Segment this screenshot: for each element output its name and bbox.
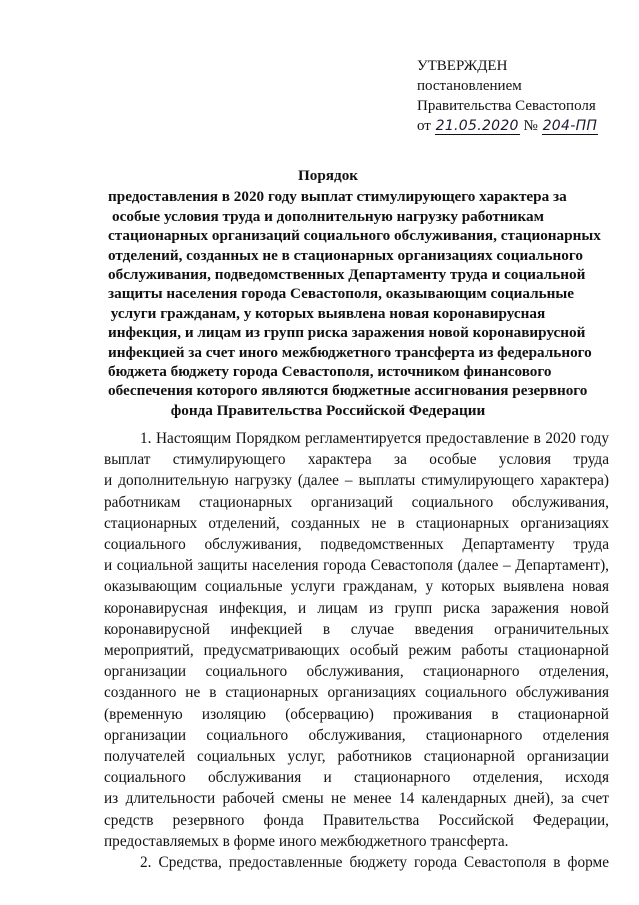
date-prefix: от — [417, 118, 431, 134]
title-line: обслуживания, подведомственных Департаменту труда и социальной — [108, 266, 586, 284]
body-line: из длительности рабочей смены не менее 14 календарных дней), за счет — [104, 790, 609, 808]
title-heading: Порядок — [297, 167, 359, 184]
resolution-number: 204-ПП — [542, 118, 598, 134]
document-title — [108, 166, 601, 420]
body-line: получателей социальных услуг, работников стационарной организации — [104, 748, 609, 766]
title-line: стационарных организаций социального обслуживания, стационарных — [108, 227, 601, 245]
title-line: отделений, созданных не в стационарных организациях социального — [108, 246, 583, 264]
resolution-date: 21.05.2020 — [435, 118, 519, 134]
government-label: Правительства Севастополя — [417, 98, 596, 114]
approval-stamp — [417, 56, 632, 136]
title-line: защиты населения города Севастополя, оказывающим социальные — [108, 285, 574, 303]
body-line: коронавирусной инфекцией в случае введения ограничительных — [104, 620, 609, 638]
body-line: и дополнительную нагрузку (далее – выплаты стимулирующего характера) — [104, 472, 609, 490]
body-line: созданного не в стационарных организациях социального обслуживания — [104, 684, 609, 702]
body-line: работникам стационарных организаций социального обслуживания, — [104, 493, 609, 511]
paragraph-2 — [104, 852, 609, 873]
body-line: организации социального обслуживания, стационарного отделения — [104, 726, 609, 744]
title-line: инфекцией за счет иного межбюджетного трансферта из федерального — [108, 343, 592, 361]
body-line: оказывающим социальные услуги гражданам, у которых выявлена новая — [104, 578, 609, 596]
body-line: и социальной защиты населения города Севастополя (далее – Департамент), — [104, 557, 609, 575]
body-line: организации социального обслуживания, стационарного отделения, — [104, 663, 609, 681]
body-line: (временную изоляцию (обсервацию) проживания в стационарной — [104, 705, 609, 723]
body-line: мероприятий, предусматривающих особый режим работы стационарной — [104, 642, 609, 660]
body-line: выплат стимулирующего характера за особые условия труда — [104, 451, 609, 469]
number-sign: № — [523, 118, 538, 134]
title-line: обеспечения которого являются бюджетные ассигнования резервного — [108, 382, 588, 400]
title-line: предоставления в 2020 году выплат стимулирующего характера за — [108, 188, 567, 206]
body-line: стационарных отделений, созданных не в стационарных организациях — [104, 514, 609, 532]
body-line: 1. Настоящим Порядком регламентируется предоставление в 2020 году — [140, 430, 609, 447]
title-line: инфекция, и лицам из групп риска заражения новой коронавирусной — [108, 324, 586, 342]
title-line: услуги гражданам, у которых выявлена новая коронавирусная — [110, 304, 546, 322]
date-number-line — [417, 116, 632, 136]
body-line: социального обслуживания и стационарного отделения, исходя — [104, 769, 609, 787]
paragraph-1 — [104, 428, 609, 852]
document-body — [104, 428, 609, 873]
body-line: 2. Средства, предоставленные бюджету города Севастополя в форме — [140, 854, 609, 872]
title-line: особые условия труда и дополнительную нагрузку работникам — [112, 207, 544, 225]
approved-label: УТВЕРЖДЕН — [417, 58, 508, 74]
resolution-label: постановлением — [417, 78, 522, 94]
title-line: фонда Правительства Российской Федерации — [170, 401, 486, 419]
body-line: средств резервного фонда Правительства Российской Федерации, — [104, 811, 609, 829]
body-line: коронавирусная инфекция, и лицам из групп риска заражения новой — [104, 599, 609, 617]
body-line: предоставляемых в форме иного межбюджетного трансферта. — [104, 832, 509, 850]
title-line: бюджета бюджету города Севастополя, источником финансового — [108, 363, 552, 381]
body-line: социального обслуживания, подведомственных Департаменту труда — [104, 536, 609, 554]
